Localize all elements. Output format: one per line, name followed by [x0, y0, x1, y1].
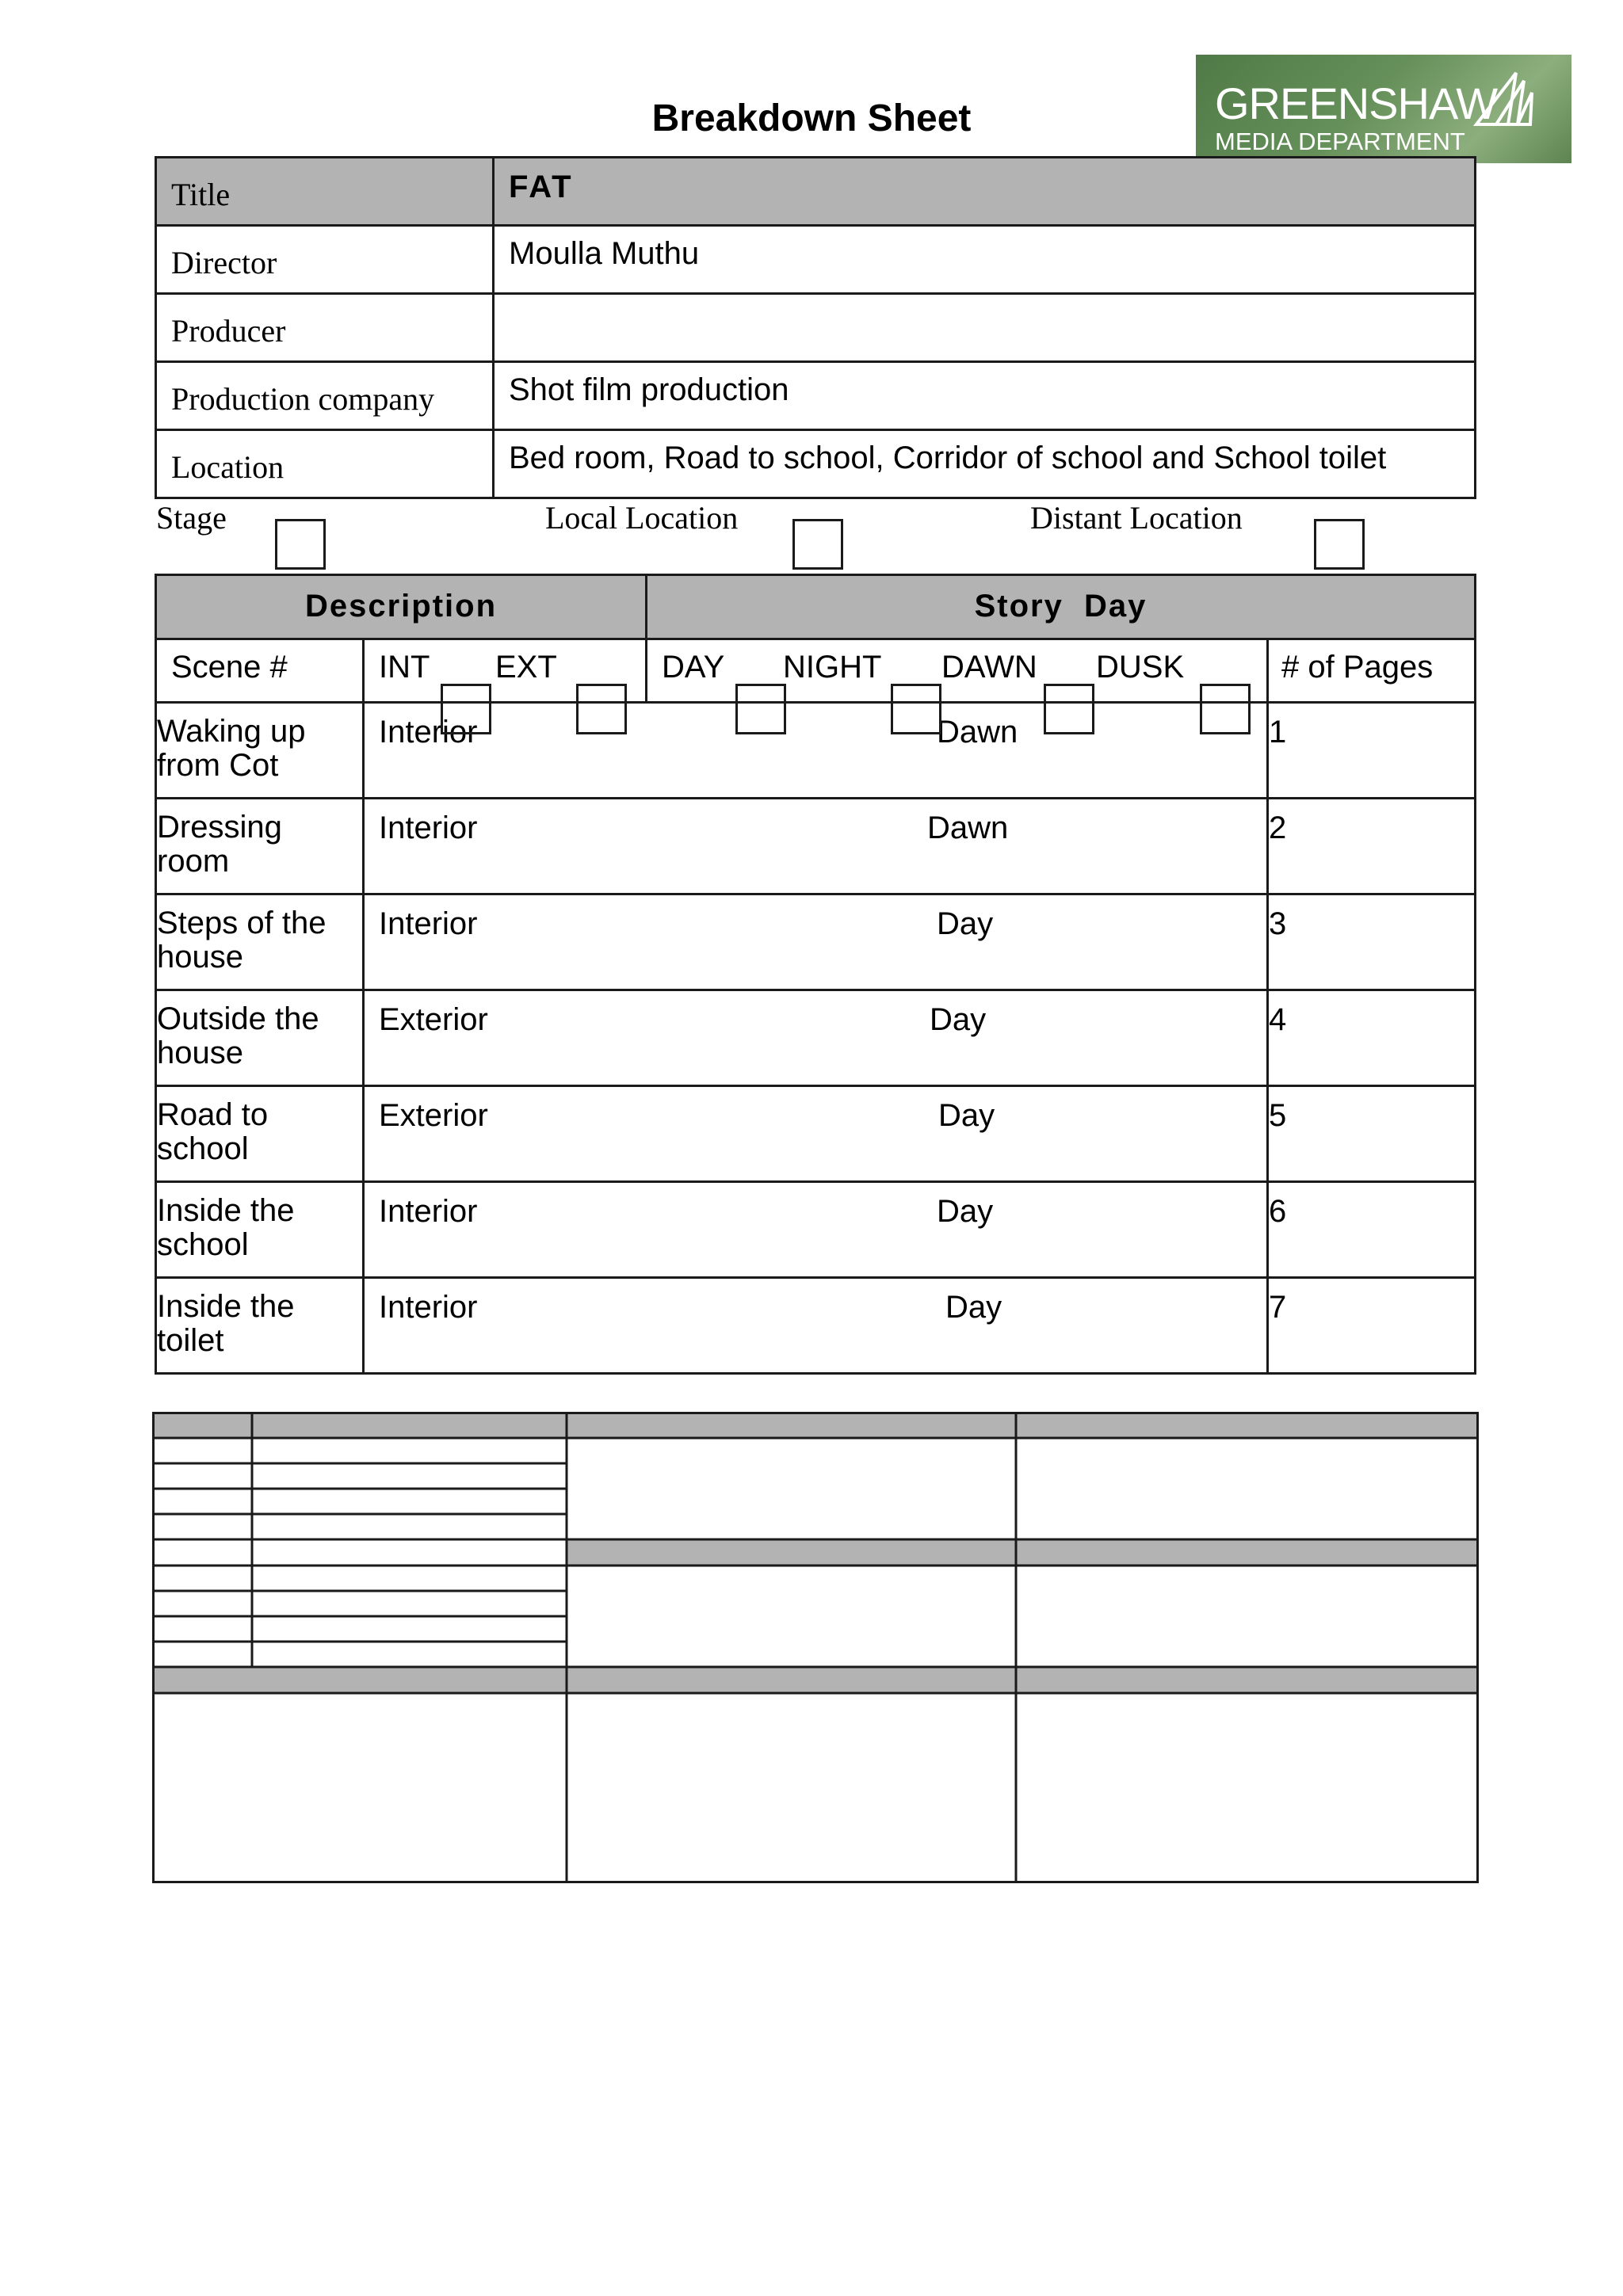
setting-time-cell[interactable] [362, 701, 1269, 799]
description-header: Description [304, 589, 498, 624]
scene-cell[interactable] [155, 1276, 365, 1375]
int-col-label: INT [379, 650, 430, 685]
grid-header-band-2 [567, 1539, 1478, 1566]
pages-cell[interactable] [1266, 701, 1476, 799]
scene-cell[interactable] [155, 1180, 365, 1279]
checkbox-row-divider [645, 701, 1269, 704]
grid-header-band-3 [154, 1667, 1478, 1693]
producer-value-cell[interactable] [492, 292, 1476, 363]
int-ext-checkbox-2[interactable] [576, 684, 627, 734]
pages-cell[interactable] [1266, 1180, 1476, 1279]
time-value: Day [945, 1290, 1002, 1325]
setting-time-cell[interactable] [362, 1276, 1269, 1375]
location-value-cell[interactable] [492, 429, 1476, 499]
scene-cell[interactable] [155, 989, 365, 1087]
distant-location-checkbox[interactable] [1314, 519, 1365, 570]
pages-value: 1 [1269, 715, 1287, 749]
story-day-header-cell [645, 574, 1476, 640]
scene-cell[interactable] [155, 1085, 365, 1183]
scene-col-label: Scene # [171, 650, 288, 685]
dawn-checkbox[interactable] [1044, 684, 1094, 734]
location-value: Bed room, Road to school, Corridor of school and School toilet [509, 441, 1387, 475]
scene-name: Steps of the house [157, 906, 327, 974]
day-col-label: DAY [662, 650, 725, 685]
company-label-cell [155, 360, 495, 431]
title-label: Title [171, 177, 231, 212]
title-label-cell [155, 156, 495, 227]
grid-header-band-1 [154, 1413, 1478, 1439]
day-checkbox[interactable] [735, 684, 786, 734]
time-value: Day [930, 1002, 987, 1037]
pages-value: 5 [1269, 1098, 1287, 1133]
time-value: Dawn [937, 715, 1018, 749]
pages-cell[interactable] [1266, 893, 1476, 991]
stage-label: Stage [156, 500, 227, 536]
title-value-cell[interactable] [492, 156, 1476, 227]
director-value: Moulla Muthu [509, 236, 700, 271]
scene-name: Inside the school [157, 1193, 295, 1262]
company-value: Shot film production [509, 372, 789, 407]
pages-col-label: # of Pages [1281, 650, 1434, 685]
location-label: Location [171, 449, 285, 485]
dusk-col-label: DUSK [1096, 650, 1185, 685]
logo-dept: MEDIA DEPARTMENT [1215, 128, 1465, 155]
dusk-checkbox[interactable] [1200, 684, 1251, 734]
scene-cell[interactable] [155, 701, 365, 799]
night-col-label: NIGHT [783, 650, 882, 685]
scene-name: Waking up from Cot [157, 714, 306, 783]
title-value: FAT [509, 170, 574, 204]
greenshaw-logo [1196, 55, 1571, 163]
pages-cell[interactable] [1266, 1276, 1476, 1375]
setting-time-cell[interactable] [362, 1180, 1269, 1279]
page-title: Breakdown Sheet [651, 97, 972, 139]
time-value: Dawn [927, 810, 1009, 845]
local-location-label: Local Location [545, 500, 739, 536]
dawn-col-label: DAWN [941, 650, 1037, 685]
pages-value: 2 [1269, 810, 1287, 845]
pages-cell[interactable] [1266, 797, 1476, 895]
local-location-checkbox[interactable] [792, 519, 843, 570]
setting-time-cell[interactable] [362, 989, 1269, 1087]
scene-name: Dressing room [157, 810, 282, 879]
stage-checkbox[interactable] [275, 519, 326, 570]
director-label-cell [155, 224, 495, 295]
ext-col-label: EXT [495, 650, 557, 685]
int-ext-checkbox-1[interactable] [441, 684, 491, 734]
distant-location-label: Distant Location [1030, 500, 1243, 536]
scene-col-header [155, 638, 365, 704]
scene-name: Inside the toilet [157, 1289, 295, 1358]
pages-cell[interactable] [1266, 989, 1476, 1087]
scene-cell[interactable] [155, 797, 365, 895]
night-checkbox[interactable] [891, 684, 941, 734]
pages-value: 4 [1269, 1002, 1287, 1037]
pages-value: 6 [1269, 1194, 1287, 1229]
director-label: Director [171, 245, 277, 280]
setting-time-cell[interactable] [362, 1085, 1269, 1183]
time-value: Day [937, 1194, 994, 1229]
location-label-cell [155, 429, 495, 499]
scene-cell[interactable] [155, 893, 365, 991]
setting-value: Exterior [379, 1002, 488, 1037]
setting-value: Exterior [379, 1098, 488, 1133]
setting-value: Interior [379, 715, 478, 749]
bottom-grid-lines [152, 1412, 1479, 1883]
time-value: Day [938, 1098, 995, 1133]
setting-value: Interior [379, 906, 478, 941]
logo-name: GREENSHAW [1215, 78, 1498, 128]
story-day-header: Story Day [974, 589, 1148, 624]
setting-time-cell[interactable] [362, 797, 1269, 895]
sail-icon [1468, 69, 1540, 132]
description-header-cell [155, 574, 647, 640]
company-label: Production company [171, 381, 435, 417]
scene-name: Road to school [157, 1097, 269, 1166]
producer-label-cell [155, 292, 495, 363]
setting-value: Interior [379, 810, 478, 845]
company-value-cell[interactable] [492, 360, 1476, 431]
pages-cell[interactable] [1266, 1085, 1476, 1183]
setting-value: Interior [379, 1194, 478, 1229]
time-value: Day [937, 906, 994, 941]
director-value-cell[interactable] [492, 224, 1476, 295]
pages-value: 7 [1269, 1290, 1287, 1325]
producer-label: Producer [171, 313, 286, 349]
pages-col-header [1266, 638, 1476, 704]
setting-value: Interior [379, 1290, 478, 1325]
pages-value: 3 [1269, 906, 1287, 941]
setting-time-cell[interactable] [362, 893, 1269, 991]
scene-name: Outside the house [157, 1001, 319, 1070]
